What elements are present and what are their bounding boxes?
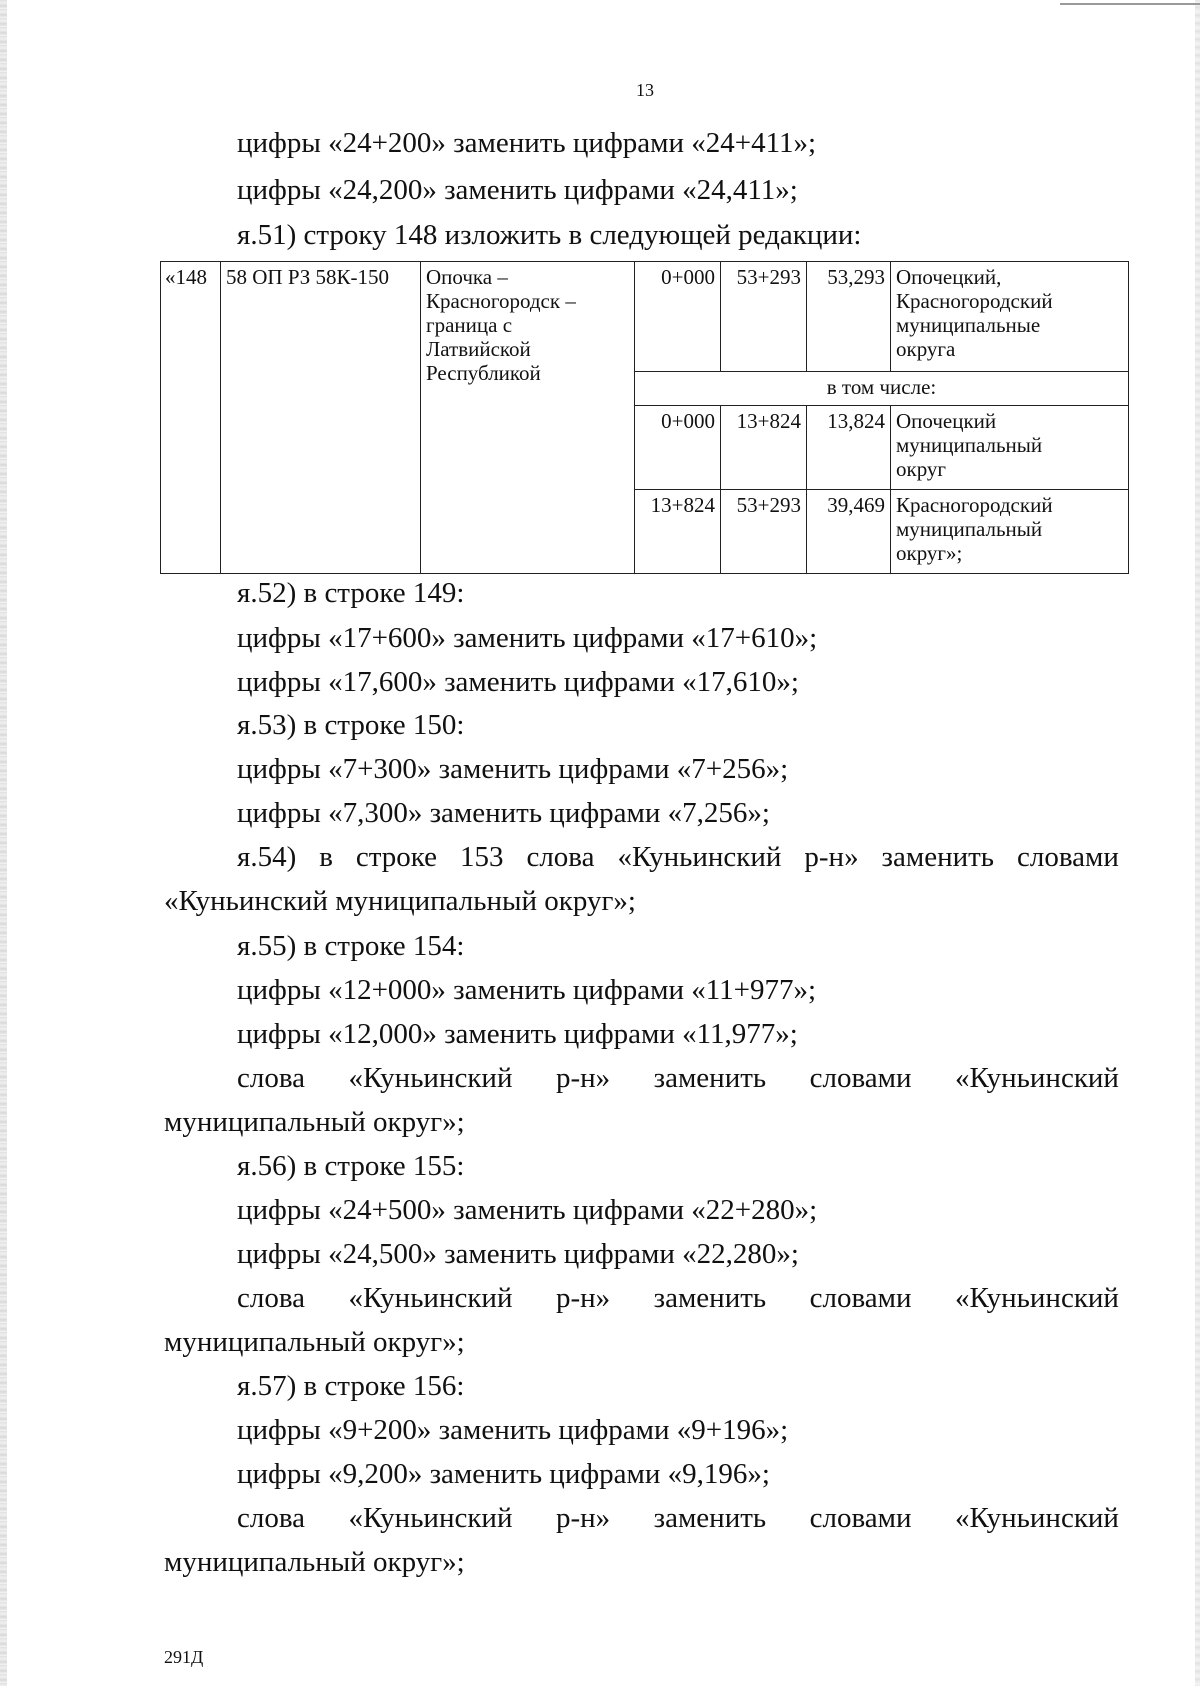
item-57-line-c [237,1500,1119,1536]
part1-length-cell: 13,824 [807,406,891,490]
scan-edge-right [1195,0,1200,1686]
item-52-line-a: цифры «17+600» заменить цифрами «17+610»; [237,622,818,654]
intro-line-2: цифры «24,200» заменить цифрами «24,411»; [237,174,798,206]
word: в [319,841,333,873]
word: слова [237,1062,306,1094]
total-length-cell: 53,293 [807,262,891,372]
intro-line-1: цифры «24+200» заменить цифрами «24+411»; [237,127,817,159]
item-55-line-b: цифры «12,000» заменить цифрами «11,977»; [237,1018,798,1050]
word: р-н» [555,1502,611,1534]
item-56-line-c [237,1280,1119,1316]
part1-end-cell: 13+824 [721,406,807,490]
item-54-line-2: «Куньинский муниципальный округ»; [164,885,636,917]
word: слова [237,1282,306,1314]
item-57-line-a: цифры «9+200» заменить цифрами «9+196»; [237,1414,789,1446]
word: словами [809,1502,912,1534]
word: «Куньинский [348,1502,513,1534]
row-number-cell: «148 [161,262,221,574]
word: заменить [653,1062,767,1094]
word: «Куньинский [955,1282,1119,1314]
item-55-line-c [237,1060,1119,1096]
word: заменить [653,1502,767,1534]
word: «Куньинский [955,1502,1119,1534]
table-row-total [161,262,1129,372]
item-55-heading: я.55) в строке 154: [237,930,465,962]
word: заменить [881,841,995,873]
total-start-cell: 0+000 [635,262,721,372]
item-53-line-a: цифры «7+300» заменить цифрами «7+256»; [237,753,789,785]
road-id-cell: 58 ОП РЗ 58К-150 [221,262,421,574]
word: заменить [653,1282,767,1314]
item-56-heading: я.56) в строке 155: [237,1150,465,1182]
road-table [160,261,1129,574]
word: я.54) [237,841,297,873]
part2-start-cell: 13+824 [635,490,721,574]
road-name-text: Опочка – Красногородск – граница с Латвийской Республикой [426,265,576,385]
item-57-line-d: муниципальный округ»; [164,1546,465,1578]
part1-start-cell: 0+000 [635,406,721,490]
part2-district-text: Красногородский муниципальный округ»; [896,493,1053,565]
word: «Куньинский [348,1062,513,1094]
word: р-н» [555,1062,611,1094]
word: р-н» [804,841,859,873]
item-55-line-d: муниципальный округ»; [164,1106,465,1138]
item-53-heading: я.53) в строке 150: [237,709,465,741]
total-district-cell [891,262,1129,372]
word: строке [355,841,438,873]
word: словами [809,1062,912,1094]
part1-district-text: Опочецкий муниципальный округ [896,409,1043,481]
part1-district-cell [891,406,1129,490]
footer-code: 291Д [164,1647,204,1667]
part2-length-cell: 39,469 [807,490,891,574]
road-name-cell [421,262,635,574]
item-57-line-b: цифры «9,200» заменить цифрами «9,196»; [237,1458,770,1490]
word: словами [809,1282,912,1314]
total-end-cell: 53+293 [721,262,807,372]
word: слова [526,841,595,873]
item-56-line-b: цифры «24,500» заменить цифрами «22,280»; [237,1238,799,1270]
item-53-line-b: цифры «7,300» заменить цифрами «7,256»; [237,797,770,829]
item-56-line-d: муниципальный округ»; [164,1326,465,1358]
including-label-cell: в том числе: [635,372,1129,406]
item-56-line-a: цифры «24+500» заменить цифрами «22+280»; [237,1194,818,1226]
scan-edge-left [0,0,7,1686]
word: «Куньинский [955,1062,1119,1094]
item-52-heading: я.52) в строке 149: [237,577,465,609]
word: «Куньинский [348,1282,513,1314]
word: словами [1017,841,1119,873]
scan-top-line [1060,3,1200,5]
item-52-line-b: цифры «17,600» заменить цифрами «17,610»; [237,666,799,698]
word: 153 [460,841,504,873]
total-district-text: Опочецкий, Красногородский муниципальные округа [896,265,1053,361]
word: «Куньинский [617,841,782,873]
intro-line-3: я.51) строку 148 изложить в следующей редакции: [237,219,862,251]
part2-end-cell: 53+293 [721,490,807,574]
page-number: 13 [636,80,654,100]
item-57-heading: я.57) в строке 156: [237,1370,465,1402]
item-55-line-a: цифры «12+000» заменить цифрами «11+977»; [237,974,817,1006]
word: р-н» [555,1282,611,1314]
part2-district-cell [891,490,1129,574]
word: слова [237,1502,306,1534]
item-54-line-1 [237,839,1119,875]
